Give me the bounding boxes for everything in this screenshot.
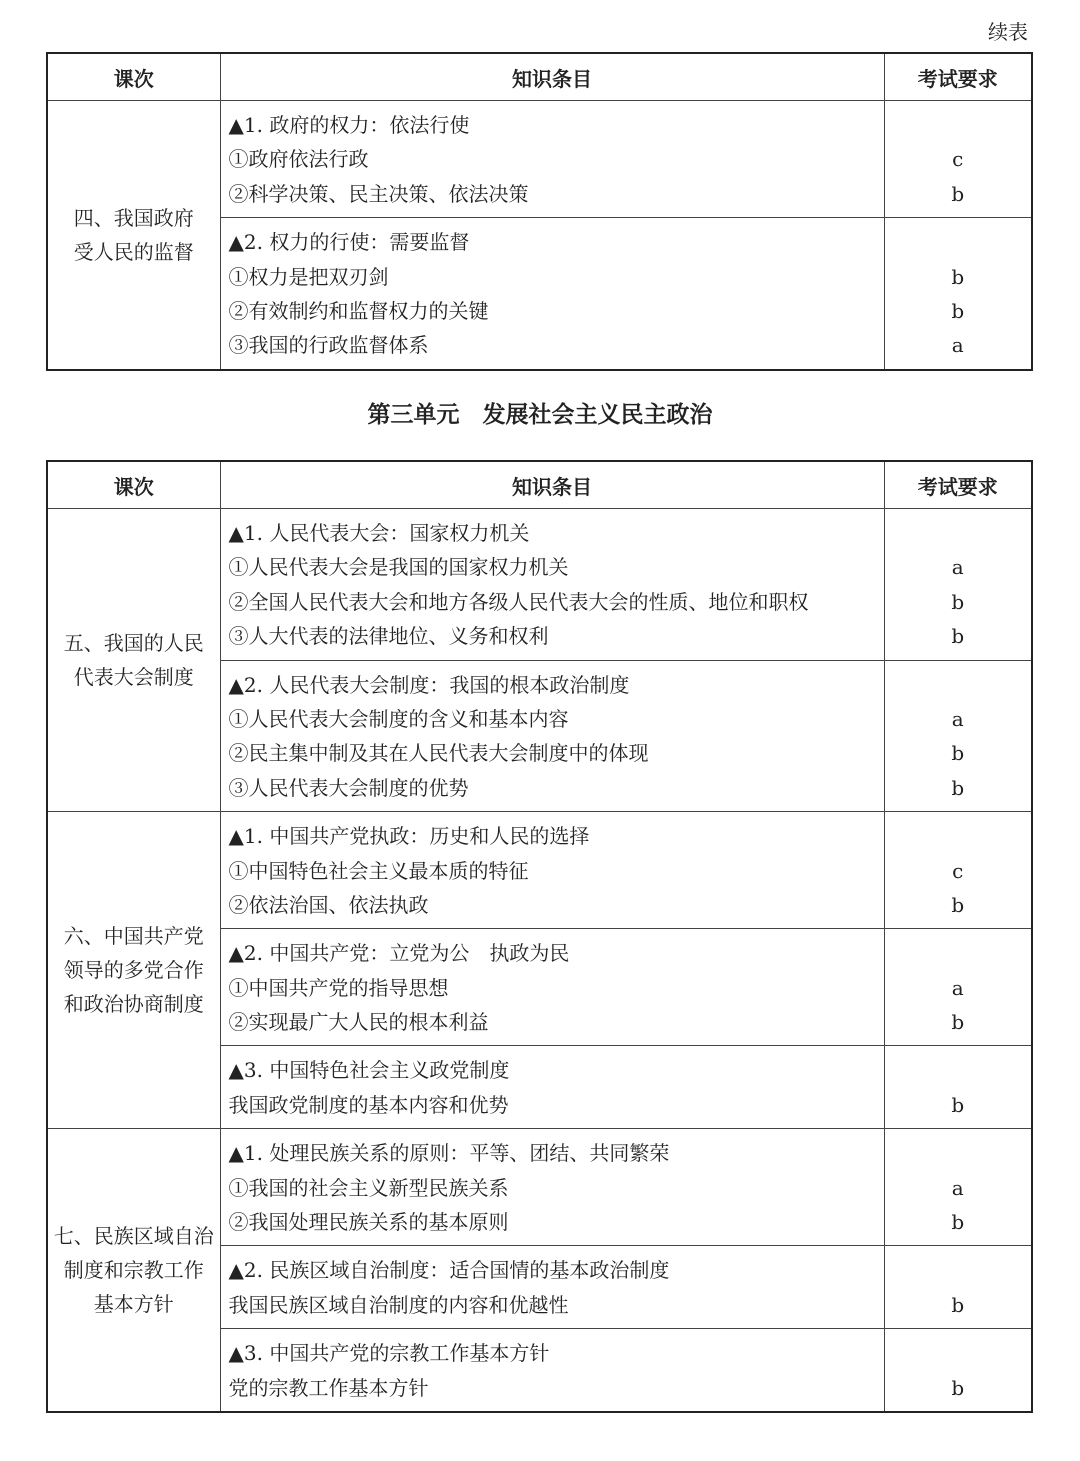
req-value bbox=[893, 819, 1024, 853]
continued-label: 续表 bbox=[988, 20, 1028, 44]
item-line: ▲2. 民族区域自治制度：适合国情的基本政治制度 bbox=[228, 1258, 670, 1283]
item-line: ①人民代表大会是我国的国家权力机关 bbox=[228, 555, 569, 580]
item-cell bbox=[220, 509, 884, 661]
req-value: b bbox=[951, 624, 965, 649]
req-cell bbox=[884, 929, 1032, 1046]
lesson-cell bbox=[47, 509, 220, 812]
lesson-line: 受人民的监督 bbox=[73, 239, 194, 264]
syllabus-table-unit3 bbox=[46, 460, 1033, 1413]
item-line: ▲2. 中国共产党：立党为公 执政为民 bbox=[228, 941, 570, 966]
req-value: a bbox=[951, 1175, 964, 1200]
lesson-line: 制度和宗教工作 bbox=[63, 1258, 204, 1283]
item-line: 党的宗教工作基本方针 bbox=[228, 1375, 429, 1400]
header-item: 知识条目 bbox=[220, 461, 884, 509]
lesson-line: 五、我国的人民 bbox=[63, 631, 204, 656]
item-line: ①人民代表大会制度的含义和基本内容 bbox=[228, 706, 569, 731]
lesson-line: 七、民族区域自治 bbox=[53, 1224, 214, 1249]
req-value: b bbox=[951, 589, 965, 614]
lesson-cell bbox=[47, 101, 220, 370]
item-line: ②实现最广大人民的根本利益 bbox=[228, 1010, 489, 1035]
req-value: b bbox=[951, 1292, 965, 1317]
req-value: c bbox=[952, 147, 964, 172]
req-cell bbox=[884, 660, 1032, 812]
lesson-cell bbox=[47, 1129, 220, 1412]
req-value: c bbox=[952, 858, 964, 883]
item-line: ▲1. 人民代表大会：国家权力机关 bbox=[228, 521, 530, 545]
req-cell bbox=[884, 1246, 1032, 1329]
lesson-line: 代表大会制度 bbox=[73, 665, 194, 690]
item-line: ③我国的行政监督体系 bbox=[228, 333, 429, 358]
item-line: ②有效制约和监督权力的关键 bbox=[228, 298, 489, 323]
req-value bbox=[893, 1253, 1024, 1287]
req-value: a bbox=[951, 333, 964, 358]
req-cell bbox=[884, 101, 1032, 218]
item-line: ①中国共产党的指导思想 bbox=[228, 975, 449, 1000]
lesson-cell bbox=[47, 812, 220, 1129]
req-value bbox=[893, 108, 1024, 142]
req-value: b bbox=[951, 181, 965, 206]
item-line: 我国民族区域自治制度的内容和优越性 bbox=[228, 1292, 569, 1317]
item-cell bbox=[220, 218, 884, 370]
item-line: ③人大代表的法律地位、义务和权利 bbox=[228, 624, 549, 649]
item-line: ①我国的社会主义新型民族关系 bbox=[228, 1175, 509, 1200]
table-row bbox=[47, 1129, 1032, 1246]
item-cell bbox=[220, 1329, 884, 1412]
req-value: b bbox=[951, 892, 965, 917]
req-value: a bbox=[951, 975, 964, 1000]
item-cell bbox=[220, 1129, 884, 1246]
req-value bbox=[893, 516, 1024, 550]
req-value: a bbox=[951, 706, 964, 731]
lesson-line: 和政治协商制度 bbox=[63, 992, 204, 1017]
header-lesson: 课次 bbox=[47, 53, 220, 101]
header-lesson: 课次 bbox=[47, 461, 220, 509]
item-line: ▲2. 权力的行使：需要监督 bbox=[228, 230, 470, 255]
item-line: ②民主集中制及其在人民代表大会制度中的体现 bbox=[228, 741, 649, 766]
header-req: 考试要求 bbox=[884, 461, 1032, 509]
syllabus-table-continued bbox=[46, 52, 1033, 371]
item-line: ▲1. 处理民族关系的原则：平等、团结、共同繁荣 bbox=[228, 1141, 670, 1166]
item-cell bbox=[220, 1046, 884, 1129]
table-row bbox=[47, 509, 1032, 661]
item-line: ③人民代表大会制度的优势 bbox=[228, 775, 469, 800]
req-cell bbox=[884, 1129, 1032, 1246]
table2-body bbox=[47, 509, 1032, 1412]
req-cell bbox=[884, 812, 1032, 929]
req-value: b bbox=[951, 1375, 965, 1400]
item-cell bbox=[220, 660, 884, 812]
item-line: ①权力是把双刃剑 bbox=[228, 264, 389, 289]
item-line: ②依法治国、依法执政 bbox=[228, 892, 429, 917]
item-line: ▲1. 中国共产党执政：历史和人民的选择 bbox=[228, 824, 590, 849]
item-cell bbox=[220, 101, 884, 218]
item-line: ▲3. 中国共产党的宗教工作基本方针 bbox=[228, 1341, 550, 1366]
item-cell bbox=[220, 812, 884, 929]
item-line: ①中国特色社会主义最本质的特征 bbox=[228, 858, 529, 883]
item-line: ②我国处理民族关系的基本原则 bbox=[228, 1210, 509, 1235]
table-row bbox=[47, 101, 1032, 218]
header-item: 知识条目 bbox=[220, 53, 884, 101]
req-cell bbox=[884, 509, 1032, 661]
req-value: b bbox=[951, 298, 965, 323]
req-cell bbox=[884, 1329, 1032, 1412]
item-line: ②科学决策、民主决策、依法决策 bbox=[228, 181, 529, 206]
req-value bbox=[893, 1336, 1024, 1370]
table-header-row bbox=[47, 461, 1032, 509]
header-req: 考试要求 bbox=[884, 53, 1032, 101]
req-value: b bbox=[951, 264, 965, 289]
req-value: b bbox=[951, 1092, 965, 1117]
item-cell bbox=[220, 1246, 884, 1329]
item-line: ▲2. 人民代表大会制度：我国的根本政治制度 bbox=[228, 672, 630, 697]
req-value bbox=[893, 936, 1024, 970]
table1-body bbox=[47, 101, 1032, 370]
lesson-line: 六、中国共产党 bbox=[63, 924, 204, 949]
table-header-row bbox=[47, 53, 1032, 101]
item-line: 我国政党制度的基本内容和优势 bbox=[228, 1092, 509, 1117]
req-cell bbox=[884, 218, 1032, 370]
req-value bbox=[893, 225, 1024, 259]
req-value: b bbox=[951, 1010, 965, 1035]
req-value: b bbox=[951, 775, 965, 800]
table-row bbox=[47, 812, 1032, 929]
item-cell bbox=[220, 929, 884, 1046]
item-line: ②全国人民代表大会和地方各级人民代表大会的性质、地位和职权 bbox=[228, 589, 809, 614]
req-value: a bbox=[951, 555, 964, 580]
lesson-line: 四、我国政府 bbox=[73, 205, 194, 230]
item-line: ①政府依法行政 bbox=[228, 147, 369, 172]
lesson-line: 领导的多党合作 bbox=[63, 958, 204, 983]
unit-title: 第三单元 发展社会主义民主政治 bbox=[367, 402, 713, 428]
req-cell bbox=[884, 1046, 1032, 1129]
item-line: ▲3. 中国特色社会主义政党制度 bbox=[228, 1058, 510, 1083]
lesson-line: 基本方针 bbox=[93, 1292, 174, 1317]
req-value: b bbox=[951, 1210, 965, 1235]
req-value bbox=[893, 668, 1024, 702]
req-value: b bbox=[951, 741, 965, 766]
req-value bbox=[893, 1136, 1024, 1170]
req-value bbox=[893, 1053, 1024, 1087]
item-line: ▲1. 政府的权力：依法行使 bbox=[228, 113, 470, 137]
